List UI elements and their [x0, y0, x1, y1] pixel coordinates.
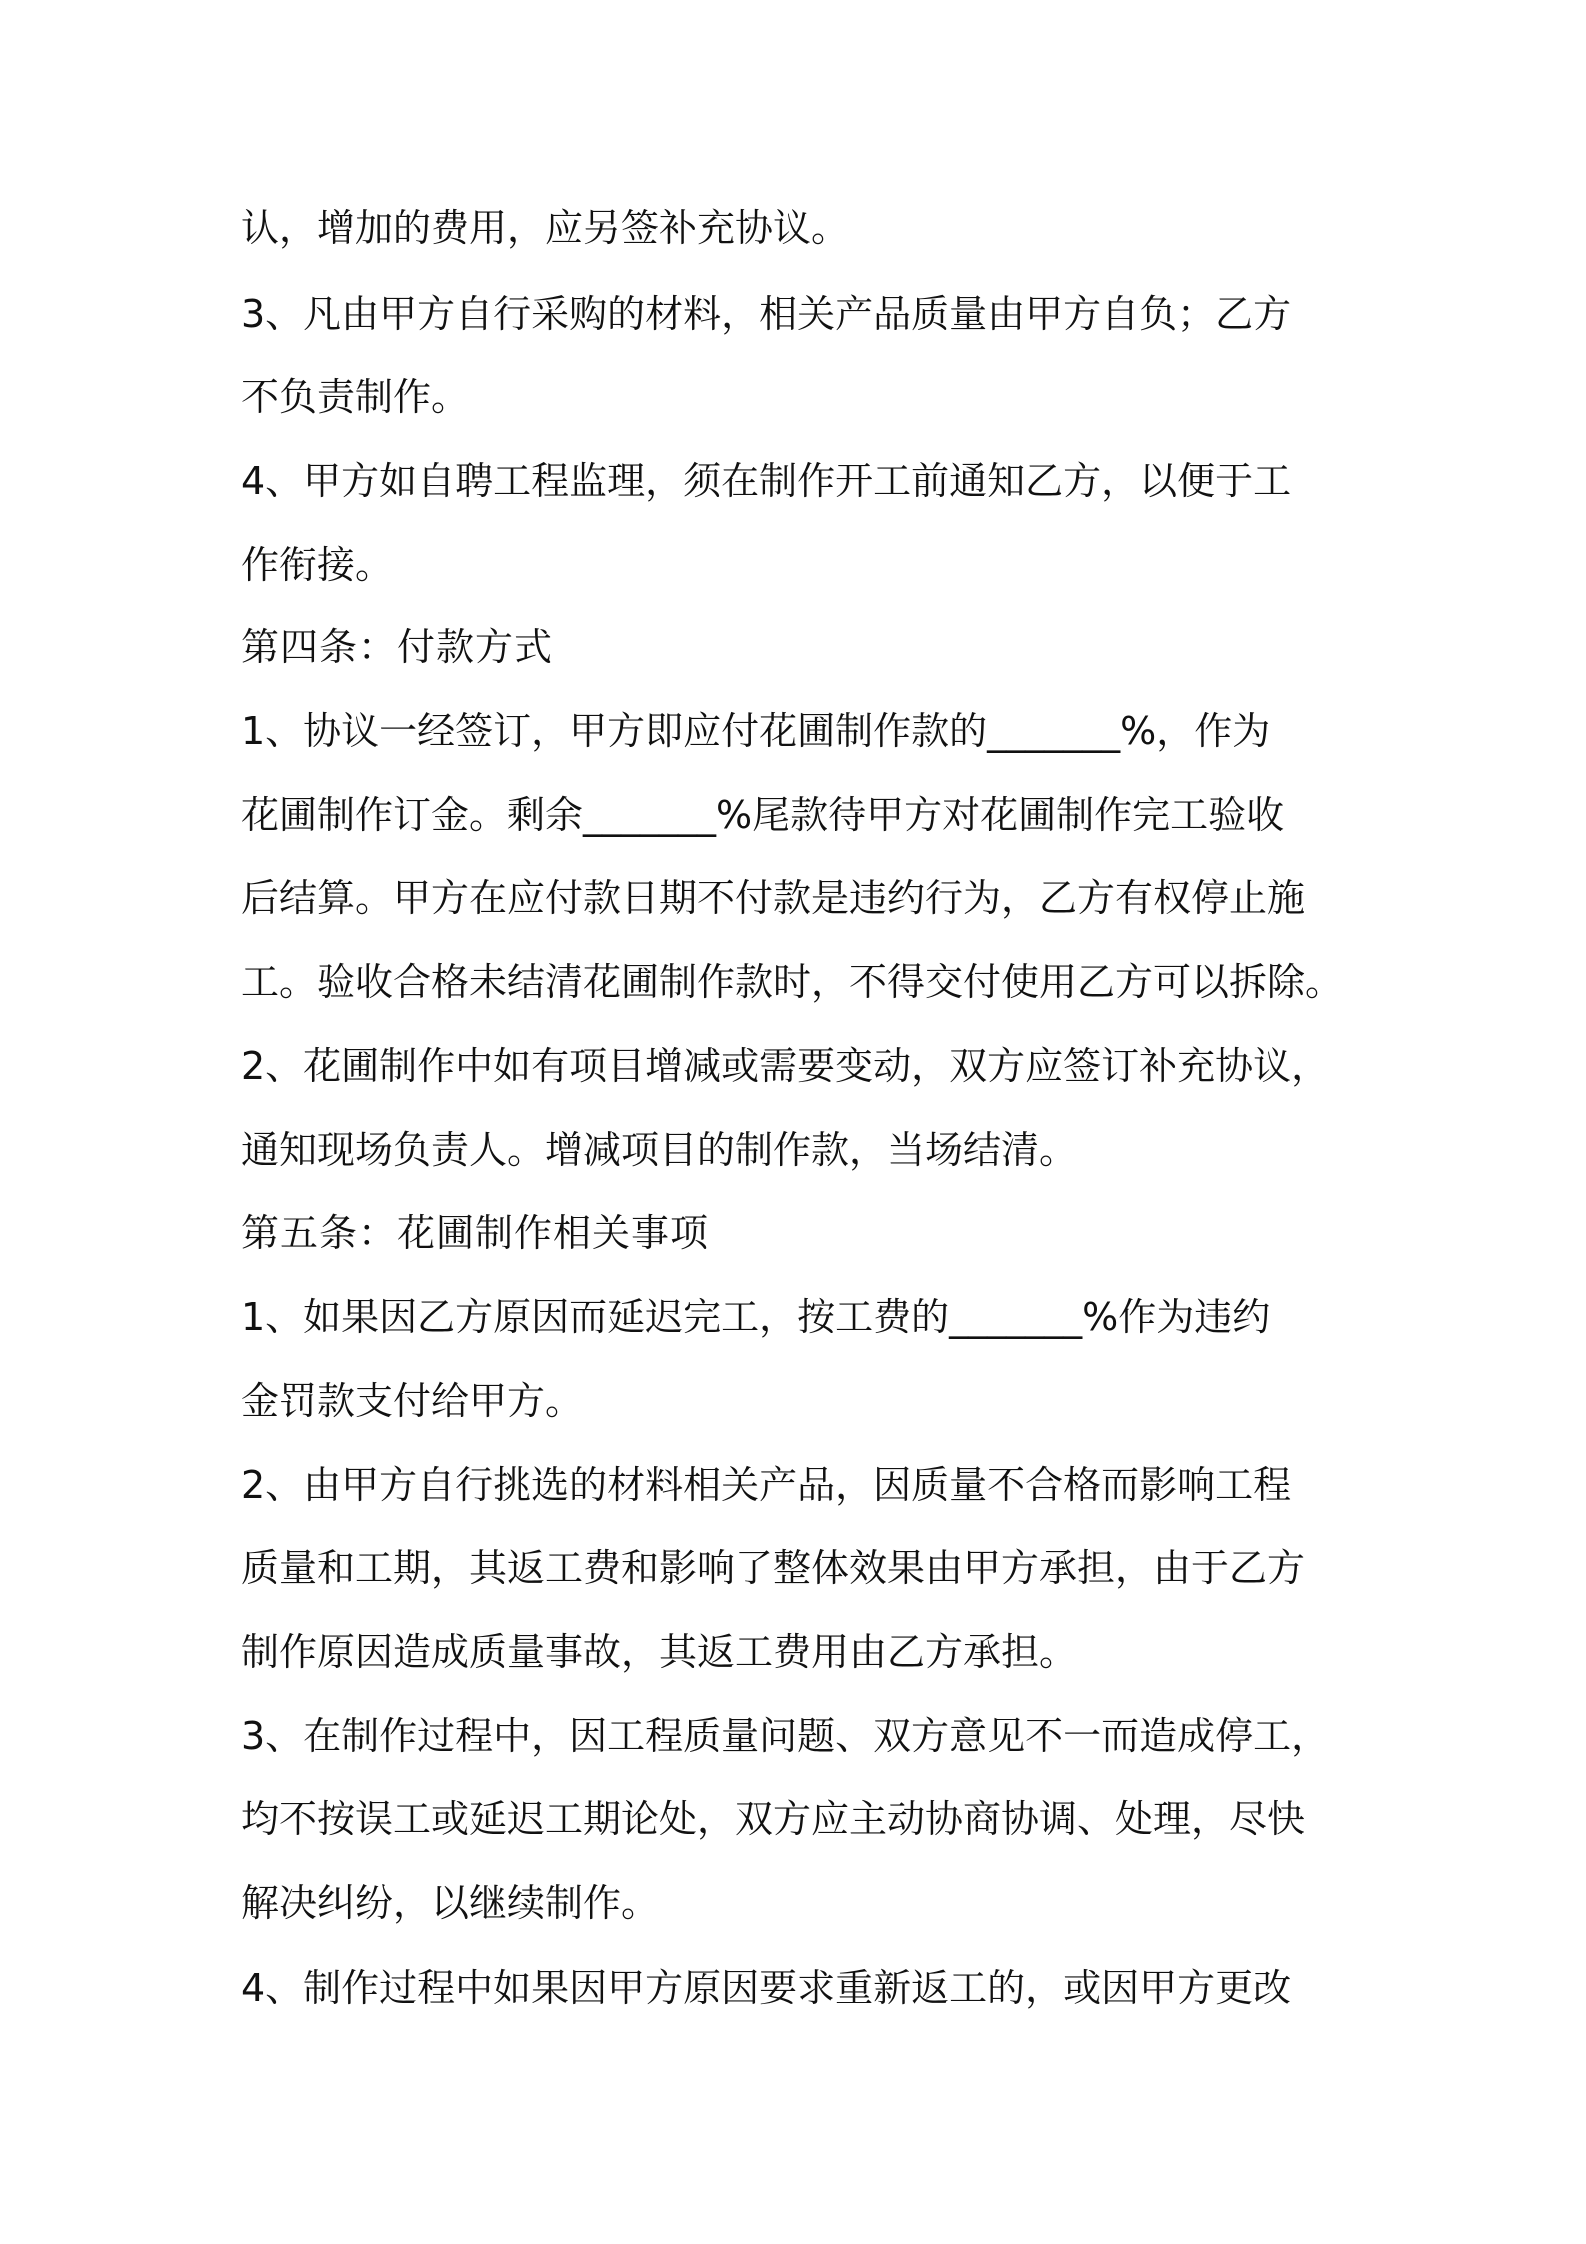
- matters-clause-3-line-1: 3、在制作过程中，因工程质量问题、双方意见不一而造成停工，: [241, 1714, 1330, 1758]
- payment-clause-1-line-3: 后结算。甲方在应付款日期不付款是违约行为，乙方有权停止施: [241, 876, 1306, 920]
- text-line-1: 认，增加的费用，应另签补充协议。: [241, 206, 850, 250]
- matters-clause-2-line-2: 质量和工期，其返工费和影响了整体效果由甲方承担，由于乙方: [241, 1546, 1306, 1590]
- payment-clause-1-line-1: 1、协议一经签订，甲方即应付花圃制作款的_______%，作为: [241, 709, 1271, 753]
- clause-3-line-2: 不负责制作。: [241, 375, 470, 419]
- matters-clause-1-line-1: 1、如果因乙方原因而延迟完工，按工费的_______%作为违约: [241, 1295, 1271, 1339]
- matters-clause-2-line-1: 2、由甲方自行挑选的材料相关产品，因质量不合格而影响工程: [241, 1463, 1292, 1507]
- matters-clause-2-line-3: 制作原因造成质量事故，其返工费用由乙方承担。: [241, 1630, 1078, 1674]
- payment-clause-2-line-2: 通知现场负责人。增减项目的制作款，当场结清。: [241, 1128, 1078, 1172]
- payment-clause-1-line-4: 工。验收合格未结清花圃制作款时，不得交付使用乙方可以拆除。: [241, 960, 1344, 1004]
- matters-clause-1-line-2: 金罚款支付给甲方。: [241, 1379, 584, 1423]
- clause-4-line-2: 作衔接。: [241, 543, 394, 587]
- clause-4-line-1: 4、甲方如自聘工程监理，须在制作开工前通知乙方，以便于工: [241, 459, 1292, 503]
- matters-clause-3-line-3: 解决纠纷，以继续制作。: [241, 1881, 660, 1925]
- section-heading-article-4: 第四条：付款方式: [241, 625, 554, 669]
- section-heading-article-5: 第五条：花圃制作相关事项: [241, 1211, 710, 1255]
- payment-clause-1-line-2: 花圃制作订金。剩余_______%尾款待甲方对花圃制作完工验收: [241, 793, 1285, 837]
- clause-3-line-1: 3、凡由甲方自行采购的材料，相关产品质量由甲方自负；乙方: [241, 292, 1292, 336]
- matters-clause-3-line-2: 均不按误工或延迟工期论处，双方应主动协商协调、处理，尽快: [241, 1797, 1306, 1841]
- payment-clause-2-line-1: 2、花圃制作中如有项目增减或需要变动，双方应签订补充协议，: [241, 1044, 1330, 1088]
- matters-clause-4-line-1: 4、制作过程中如果因甲方原因要求重新返工的，或因甲方更改: [241, 1966, 1292, 2010]
